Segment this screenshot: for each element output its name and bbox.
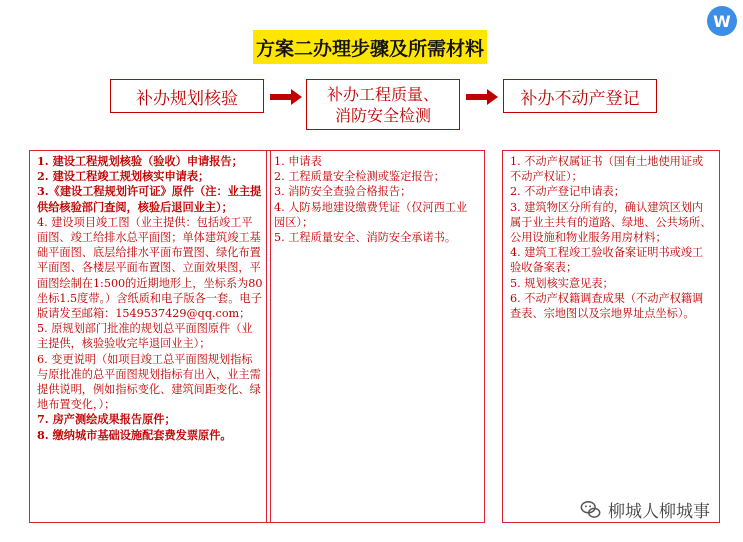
list-item: 4. 建筑工程竣工验收备案证明书或竣工验收备案表； <box>510 246 704 275</box>
list-item: 4. 建设项目竣工图（业主提供：包括竣工平面图、竣工给排水总平面图；单体建筑竣工基础平面图、底层给排水平面布置图、绿化布置平面图、各楼层平面布置图、立面效果图，平面图绘制在1:500的近期地形上，坐标系为80坐标1.5度带。）含纸质和电子版各一套。电子版请发至邮箱：1549537429@qq.com； <box>37 215 263 321</box>
step-quality-fire-inspection <box>306 79 460 130</box>
wechat-icon <box>580 499 602 521</box>
page-title: 方案二办理步骤及所需材料 <box>253 30 487 64</box>
app-logo <box>707 6 737 36</box>
step-property-registration <box>503 79 657 113</box>
list-item: 5. 规划核实意见表； <box>510 276 614 290</box>
list-item: 4. 人防易地建设缴费凭证（仅河西工业园区）； <box>274 200 468 229</box>
arrow-right-icon <box>466 86 498 108</box>
step-label: 补办工程质量、 消防安全检测 <box>326 84 439 125</box>
list-item: 1. 申请表 <box>274 155 322 168</box>
list-item: 6. 变更说明（如项目竣工总平面图规划指标与原批准的总平面图规划指标有出入，业主需提供说明，例如指标变化、建筑间距变化、绿地布置变化，）； <box>37 352 261 412</box>
list-item: 2. 工程质量安全检测或鉴定报告； <box>274 170 445 184</box>
list-item: 5. 原规划部门批准的规划总平面图原件（业主提供，核验验收完毕退回业主）； <box>37 322 253 351</box>
list-item: 2. 建设工程竣工规划核实申请表； <box>37 169 210 184</box>
logo-letter: W <box>713 11 731 31</box>
step-label: 补办不动产登记 <box>520 88 640 109</box>
step-label: 补办规划核验 <box>136 88 238 109</box>
watermark-text: 柳城人柳城事 <box>608 502 710 522</box>
list-item: 3. 建筑物区分所有的，确认建筑区划内属于业主共有的道路、绿地、公共场所、公用设施和物业服务用房材料； <box>510 200 712 245</box>
panel-registration-materials <box>502 150 720 523</box>
list-item: 8. 缴纳城市基础设施配套费发票原件。 <box>37 427 232 442</box>
list-item: 7. 房产测绘成果报告原件； <box>37 412 176 427</box>
list-item: 1. 不动产权属证书（国有土地使用证或不动产权证）； <box>510 155 704 184</box>
list-item: 3.《建设工程规划许可证》原件（注：业主提供给核验部门查阅，核验后退回业主）； <box>37 184 262 214</box>
panel-planning-materials <box>29 150 271 523</box>
arrow-right-icon <box>270 86 302 108</box>
watermark <box>580 497 710 522</box>
list-item: 5. 工程质量安全、消防安全承诺书。 <box>274 231 457 245</box>
panel-quality-materials <box>266 150 485 523</box>
list-item: 2. 不动产登记申请表； <box>510 185 625 199</box>
step-planning-verification <box>110 79 264 113</box>
list-item: 1. 建设工程规划核验（验收）申请报告； <box>37 154 243 168</box>
list-item: 3. 消防安全查验合格报告； <box>274 185 412 199</box>
list-item: 6. 不动产权籍调查成果（不动产权籍调查表、宗地图以及宗地界址点坐标）。 <box>510 291 704 321</box>
